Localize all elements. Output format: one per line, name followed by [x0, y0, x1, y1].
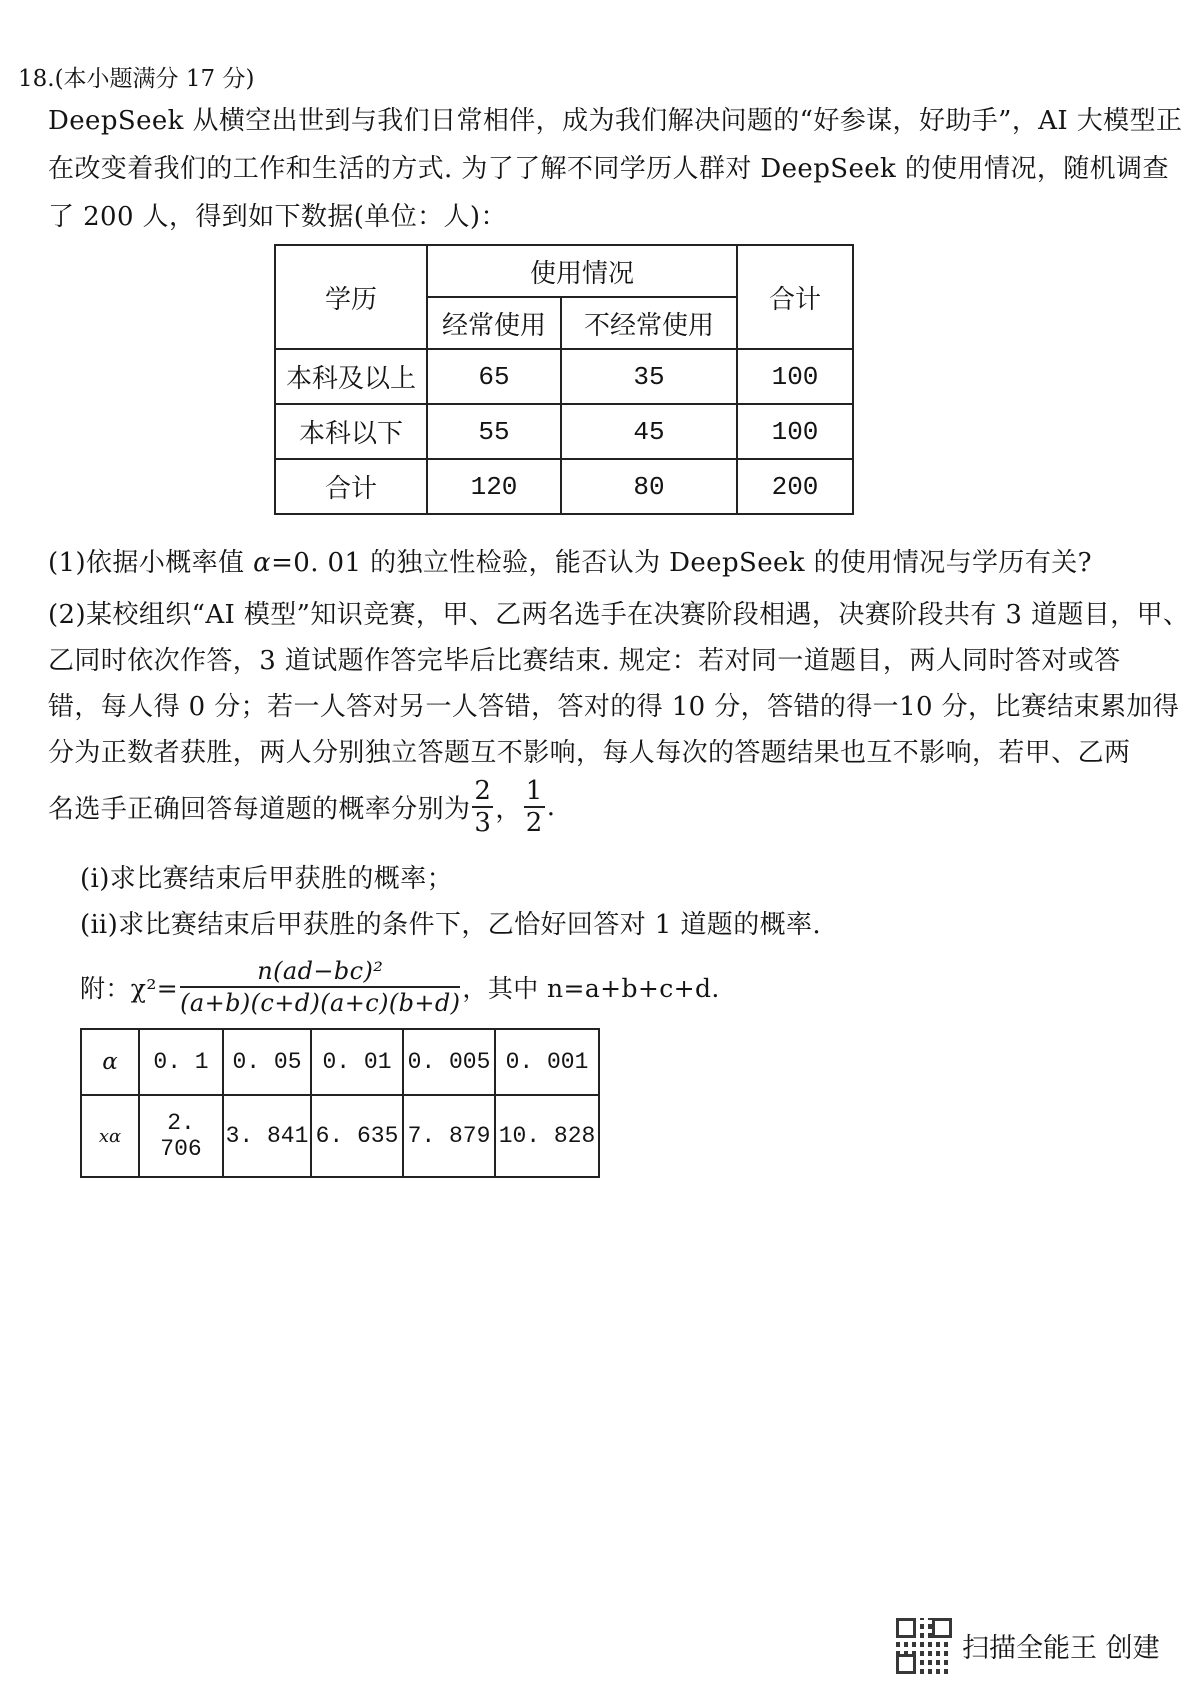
question-2-line-4: 分为正数者获胜，两人分别独立答题互不影响，每人每次的答题结果也互不影响，若甲、乙两: [48, 738, 1131, 768]
sub-question-i: (ⅰ)求比赛结束后甲获胜的概率；: [80, 864, 454, 894]
x-value: 7. 879: [403, 1095, 495, 1177]
frac-separator: ，: [495, 794, 522, 825]
x-alpha-label: xα: [81, 1095, 139, 1177]
cell-frequent: 65: [427, 349, 561, 404]
question-2-line-5: [48, 776, 555, 838]
frac2-denominator: 2: [525, 808, 543, 838]
table-row: [81, 1095, 599, 1177]
cell-total: 100: [737, 349, 853, 404]
table-row: [81, 1029, 599, 1095]
fraction-p-yi: [524, 776, 545, 838]
header-education: 学历: [275, 245, 427, 349]
x-value: 10. 828: [495, 1095, 599, 1177]
alpha-value: 0. 05: [223, 1029, 311, 1095]
cell-frequent: 120: [427, 459, 561, 514]
chi-square-formula: [80, 956, 720, 1018]
q1-alpha: α: [253, 548, 272, 578]
alpha-label: α: [81, 1029, 139, 1095]
q1-suffix: =0. 01 的独立性检验，能否认为 DeepSeek 的使用情况与学历有关?: [271, 548, 1092, 578]
intro-line-2: 在改变着我们的工作和生活的方式. 为了了解不同学历人群对 DeepSeek 的使用情况，随机调查: [48, 154, 1169, 184]
cell-infrequent: 80: [561, 459, 737, 514]
cell-total: 100: [737, 404, 853, 459]
question-1: [48, 542, 1092, 579]
question-2-line-3: 错，每人得 0 分；若一人答对另一人答错，答对的得 10 分，答错的得一10 分，比赛结束累加得: [48, 692, 1180, 722]
formula-denominator: (a+b)(c+d)(a+c)(b+d): [180, 989, 461, 1017]
x-value: 2. 706: [139, 1095, 223, 1177]
question-2-line-1: (2)某校组织“AI 模型”知识竞赛，甲、乙两名选手在决赛阶段相遇，决赛阶段共有 3 道题目，甲、: [48, 600, 1190, 630]
q2-line5-prefix: 名选手正确回答每道题的概率分别为: [48, 794, 471, 825]
formula-suffix: ，其中 n=a+b+c+d.: [462, 974, 720, 1003]
alpha-value: 0. 1: [139, 1029, 223, 1095]
qr-code-icon: [896, 1618, 952, 1674]
header-total: 合计: [737, 245, 853, 349]
frac2-numerator: 1: [525, 776, 543, 806]
question-2-line-2: 乙同时依次作答，3 道试题作答完毕后比赛结束. 规定：若对同一道题目，两人同时答对或答: [48, 646, 1121, 676]
intro-line-1: DeepSeek 从横空出世到与我们日常相伴，成为我们解决问题的“好参谋，好助手”，AI 大模型正: [48, 106, 1183, 136]
x-value: 6. 635: [311, 1095, 403, 1177]
header-usage: 使用情况: [427, 245, 737, 297]
cell-infrequent: 45: [561, 404, 737, 459]
frac1-numerator: 2: [474, 776, 492, 806]
q2-line5-end: .: [546, 792, 556, 822]
row-label: 合计: [275, 459, 427, 514]
formula-prefix: 附：χ²=: [80, 974, 179, 1003]
alpha-value: 0. 01: [311, 1029, 403, 1095]
question-title: 18.(本小题满分 17 分): [18, 66, 255, 92]
cell-frequent: 55: [427, 404, 561, 459]
header-frequent: 经常使用: [427, 297, 561, 349]
chi-square-critical-table: [80, 1028, 600, 1178]
row-label: 本科及以上: [275, 349, 427, 404]
row-label: 本科以下: [275, 404, 427, 459]
formula-fraction: [180, 956, 460, 1018]
cell-infrequent: 35: [561, 349, 737, 404]
intro-line-3: 了 200 人，得到如下数据(单位：人)：: [48, 202, 507, 232]
header-infrequent: 不经常使用: [561, 297, 737, 349]
frac1-denominator: 3: [474, 808, 492, 838]
table-row: [275, 404, 853, 459]
survey-table: [274, 244, 854, 515]
table-row: [275, 349, 853, 404]
sub-question-ii: (ⅱ)求比赛结束后甲获胜的条件下，乙恰好回答对 1 道题的概率.: [80, 910, 822, 940]
x-value: 3. 841: [223, 1095, 311, 1177]
cell-total: 200: [737, 459, 853, 514]
q1-prefix: (1)依据小概率值: [48, 548, 254, 578]
watermark-text: 扫描全能王 创建: [962, 1633, 1160, 1664]
table-row: [275, 459, 853, 514]
alpha-value: 0. 001: [495, 1029, 599, 1095]
formula-numerator: n(ad−bc)²: [180, 956, 460, 988]
alpha-value: 0. 005: [403, 1029, 495, 1095]
fraction-p-jia: [472, 776, 493, 838]
